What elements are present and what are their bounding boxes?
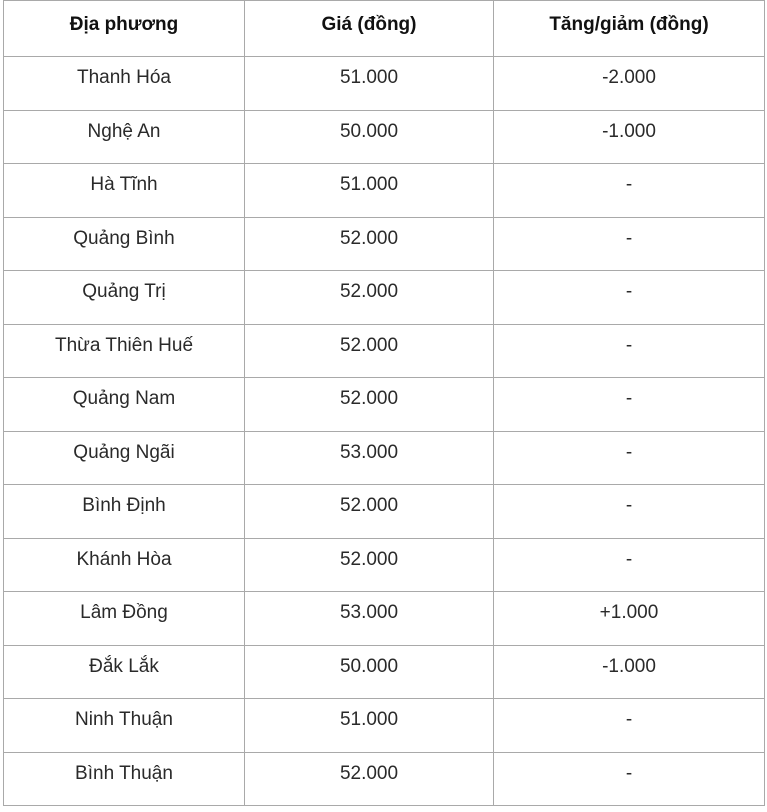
cell-locality: Thừa Thiên Huế — [4, 324, 245, 378]
cell-change: - — [494, 271, 765, 325]
cell-change: -1.000 — [494, 110, 765, 164]
cell-change: - — [494, 699, 765, 753]
cell-price: 50.000 — [245, 110, 494, 164]
cell-locality: Quảng Ngãi — [4, 431, 245, 485]
cell-price: 52.000 — [245, 538, 494, 592]
cell-locality: Bình Định — [4, 485, 245, 539]
cell-change: +1.000 — [494, 592, 765, 646]
header-row — [4, 1, 765, 57]
table-row — [4, 752, 765, 806]
cell-price: 51.000 — [245, 57, 494, 111]
cell-locality: Quảng Nam — [4, 378, 245, 432]
cell-locality: Thanh Hóa — [4, 57, 245, 111]
cell-change: - — [494, 538, 765, 592]
cell-price: 52.000 — [245, 378, 494, 432]
header-locality: Địa phương — [4, 1, 245, 57]
cell-price: 52.000 — [245, 752, 494, 806]
table-row — [4, 645, 765, 699]
cell-price: 50.000 — [245, 645, 494, 699]
cell-change: -2.000 — [494, 57, 765, 111]
cell-change: - — [494, 164, 765, 218]
cell-change: - — [494, 378, 765, 432]
table-row — [4, 431, 765, 485]
cell-change: - — [494, 324, 765, 378]
table-row — [4, 485, 765, 539]
table-row — [4, 538, 765, 592]
cell-price: 52.000 — [245, 217, 494, 271]
cell-locality: Quảng Trị — [4, 271, 245, 325]
cell-change: -1.000 — [494, 645, 765, 699]
table-row — [4, 378, 765, 432]
cell-price: 51.000 — [245, 699, 494, 753]
cell-locality: Ninh Thuận — [4, 699, 245, 753]
cell-price: 52.000 — [245, 485, 494, 539]
cell-locality: Hà Tĩnh — [4, 164, 245, 218]
cell-price: 53.000 — [245, 431, 494, 485]
cell-change: - — [494, 485, 765, 539]
table-row — [4, 164, 765, 218]
cell-locality: Bình Thuận — [4, 752, 245, 806]
header-change: Tăng/giảm (đồng) — [494, 1, 765, 57]
cell-locality: Quảng Bình — [4, 217, 245, 271]
cell-locality: Nghệ An — [4, 110, 245, 164]
table-row — [4, 57, 765, 111]
table-header — [4, 1, 765, 57]
cell-price: 51.000 — [245, 164, 494, 218]
table-row — [4, 110, 765, 164]
table-body — [4, 57, 765, 806]
cell-price: 53.000 — [245, 592, 494, 646]
table-row — [4, 271, 765, 325]
table-row — [4, 217, 765, 271]
price-table — [3, 0, 765, 806]
cell-locality: Đắk Lắk — [4, 645, 245, 699]
table-row — [4, 324, 765, 378]
cell-price: 52.000 — [245, 271, 494, 325]
header-price: Giá (đồng) — [245, 1, 494, 57]
cell-locality: Lâm Đồng — [4, 592, 245, 646]
cell-change: - — [494, 752, 765, 806]
cell-price: 52.000 — [245, 324, 494, 378]
cell-change: - — [494, 431, 765, 485]
table-row — [4, 592, 765, 646]
table-row — [4, 699, 765, 753]
cell-locality: Khánh Hòa — [4, 538, 245, 592]
cell-change: - — [494, 217, 765, 271]
